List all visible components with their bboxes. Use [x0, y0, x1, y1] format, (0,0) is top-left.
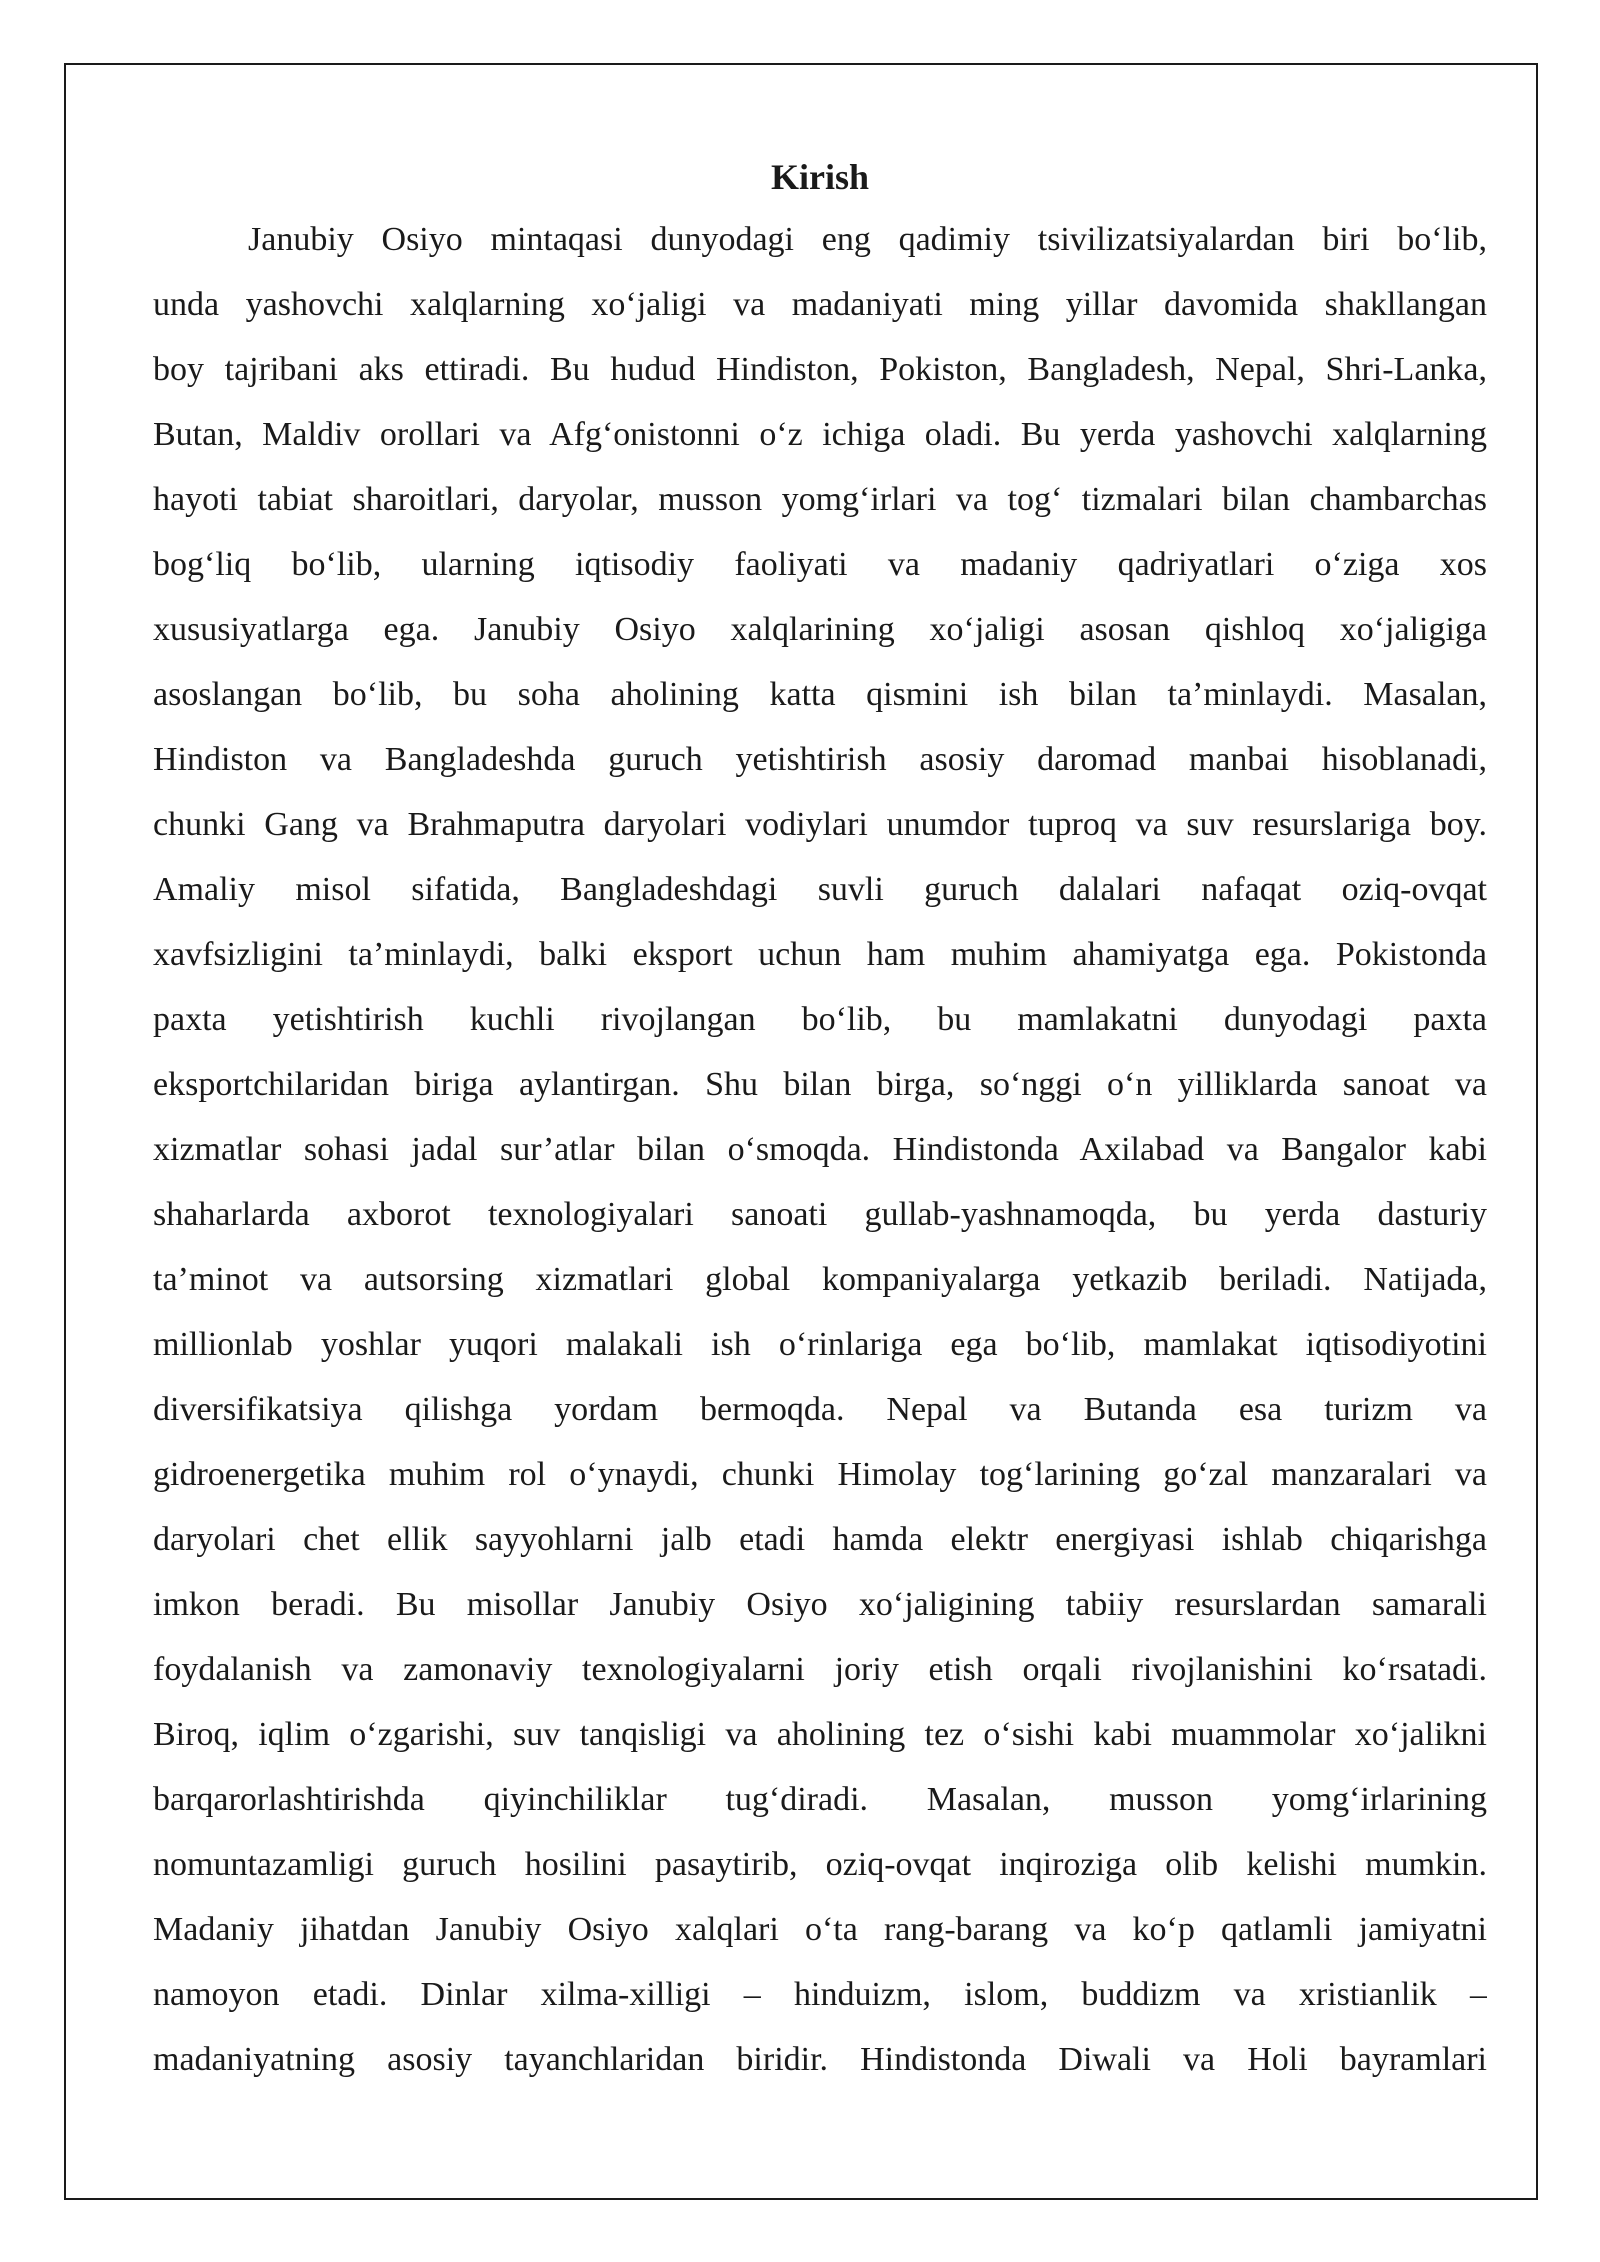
- paragraph-line: shaharlarda axborot texnologiyalari sanoati gullab-yashnamoqda, bu yerda dasturiy: [153, 1196, 1487, 1233]
- paragraph-line: hayoti tabiat sharoitlari, daryolar, musson yomg‘irlari va tog‘ tizmalari bilan chambarchas: [153, 481, 1487, 518]
- paragraph-line: Amaliy misol sifatida, Bangladeshdagi suvli guruch dalalari nafaqat oziq-ovqat: [153, 871, 1487, 908]
- paragraph-line: millionlab yoshlar yuqori malakali ish o‘rinlariga ega bo‘lib, mamlakat iqtisodiyotini: [153, 1326, 1487, 1363]
- paragraph-line: imkon beradi. Bu misollar Janubiy Osiyo xo‘jaligining tabiiy resurslardan samarali: [153, 1586, 1487, 1623]
- paragraph-line: daryolari chet ellik sayyohlarni jalb etadi hamda elektr energiyasi ishlab chiqarishga: [153, 1521, 1487, 1558]
- paragraph-line: Madaniy jihatdan Janubiy Osiyo xalqlari o‘ta rang-barang va ko‘p qatlamli jamiyatni: [153, 1911, 1487, 1948]
- paragraph-line: Janubiy Osiyo mintaqasi dunyodagi eng qadimiy tsivilizatsiyalardan biri bo‘lib,: [248, 221, 1487, 258]
- paragraph-line: diversifikatsiya qilishga yordam bermoqda. Nepal va Butanda esa turizm va: [153, 1391, 1487, 1428]
- paragraph-line: boy tajribani aks ettiradi. Bu hudud Hindiston, Pokiston, Bangladesh, Nepal, Shri-Lanka,: [153, 351, 1487, 388]
- paragraph-line: ta’minot va autsorsing xizmatlari global kompaniyalarga yetkazib beriladi. Natijada,: [153, 1261, 1487, 1298]
- paragraph-line: chunki Gang va Brahmaputra daryolari vodiylari unumdor tuproq va suv resurslariga boy.: [153, 806, 1487, 843]
- paragraph-line: Biroq, iqlim o‘zgarishi, suv tanqisligi va aholining tez o‘sishi kabi muammolar xo‘jalikni: [153, 1716, 1487, 1753]
- paragraph-line: gidroenergetika muhim rol o‘ynaydi, chunki Himolay tog‘larining go‘zal manzaralari va: [153, 1456, 1487, 1493]
- paragraph-line: xususiyatlarga ega. Janubiy Osiyo xalqlarining xo‘jaligi asosan qishloq xo‘jaligiga: [153, 611, 1487, 648]
- paragraph-line: eksportchilaridan biriga aylantirgan. Shu bilan birga, so‘nggi o‘n yilliklarda sanoat va: [153, 1066, 1487, 1103]
- paragraph-line: paxta yetishtirish kuchli rivojlangan bo‘lib, bu mamlakatni dunyodagi paxta: [153, 1001, 1487, 1038]
- paragraph-line: xizmatlar sohasi jadal sur’atlar bilan o‘smoqda. Hindistonda Axilabad va Bangalor kabi: [153, 1131, 1487, 1168]
- paragraph-line: xavfsizligini ta’minlaydi, balki eksport uchun ham muhim ahamiyatga ega. Pokistonda: [153, 936, 1487, 973]
- paragraph-line: asoslangan bo‘lib, bu soha aholining katta qismini ish bilan ta’minlaydi. Masalan,: [153, 676, 1487, 713]
- paragraph-line: Hindiston va Bangladeshda guruch yetishtirish asosiy daromad manbai hisoblanadi,: [153, 741, 1487, 778]
- paragraph-line: nomuntazamligi guruch hosilini pasaytirib, oziq-ovqat inqiroziga olib kelishi mumkin.: [153, 1846, 1487, 1883]
- paragraph-line: barqarorlashtirishda qiyinchiliklar tug‘diradi. Masalan, musson yomg‘irlarining: [153, 1781, 1487, 1818]
- paragraph-line: bog‘liq bo‘lib, ularning iqtisodiy faoliyati va madaniy qadriyatlari o‘ziga xos: [153, 546, 1487, 583]
- paragraph-line: namoyon etadi. Dinlar xilma-xilligi – hinduizm, islom, buddizm va xristianlik –: [153, 1976, 1487, 2013]
- paragraph: [153, 207, 1487, 2092]
- document-body: [153, 147, 1487, 2092]
- paragraph-line: Butan, Maldiv orollari va Afg‘onistonni o‘z ichiga oladi. Bu yerda yashovchi xalqlarning: [153, 416, 1487, 453]
- document-title: Kirish: [770, 157, 869, 197]
- paragraph-line: foydalanish va zamonaviy texnologiyalarni joriy etish orqali rivojlanishini ko‘rsatadi.: [153, 1651, 1487, 1688]
- paragraph-line: unda yashovchi xalqlarning xo‘jaligi va madaniyati ming yillar davomida shakllangan: [153, 286, 1487, 323]
- paragraph-line: madaniyatning asosiy tayanchlaridan biridir. Hindistonda Diwali va Holi bayramlari: [153, 2041, 1487, 2078]
